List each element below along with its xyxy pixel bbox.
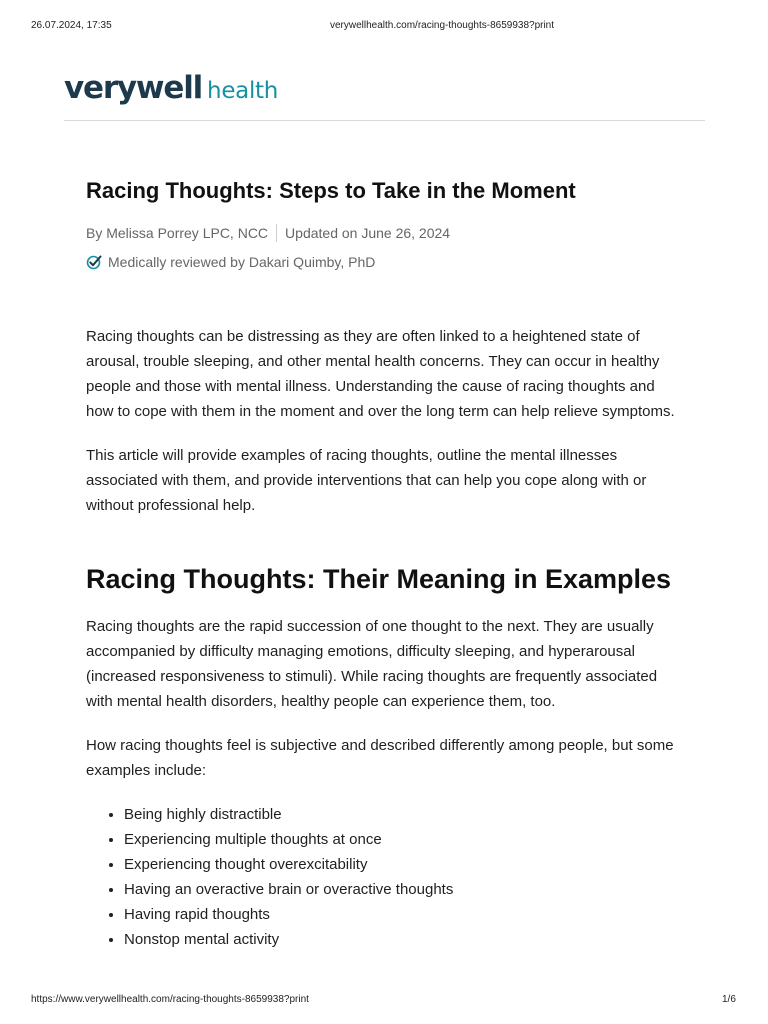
list-item: • Nonstop mental activity xyxy=(124,927,686,952)
logo-sub-text: health xyxy=(207,78,279,104)
list-item: • Experiencing multiple thoughts at once xyxy=(124,827,686,852)
byline xyxy=(86,223,686,243)
reviewer-link[interactable]: Medically reviewed by Dakari Quimby, PhD xyxy=(108,254,376,270)
byline-divider xyxy=(276,224,277,242)
print-footer-url: https://www.verywellhealth.com/racing-thoughts-8659938?print xyxy=(31,994,309,1005)
site-logo[interactable] xyxy=(64,70,278,114)
section-paragraph: How racing thoughts feel is subjective and described differently among people, but some examples include: xyxy=(86,737,674,779)
check-badge-icon xyxy=(86,254,102,270)
article-title: Racing Thoughts: Steps to Take in the Moment xyxy=(86,178,576,203)
logo-brand-text: verywell xyxy=(64,70,203,106)
print-page-number: 1/6 xyxy=(722,994,736,1005)
print-datetime: 26.07.2024, 17:35 xyxy=(31,20,112,31)
examples-list xyxy=(86,802,686,952)
section-heading: Racing Thoughts: Their Meaning in Examples xyxy=(86,564,672,594)
intro-paragraph: This article will provide examples of racing thoughts, outline the mental illnesses associated with them, and provide interventions that can help you cope along with or without professional help. xyxy=(86,447,647,514)
print-page-url: verywellhealth.com/racing-thoughts-8659938?print xyxy=(330,20,555,31)
medical-review xyxy=(86,252,686,272)
section-paragraph: Racing thoughts are the rapid succession of one thought to the next. They are usually accompanied by difficulty managing emotions, difficulty sleeping, and hyperarousal (increased responsiveness to stimuli). While racing thoughts are frequently associated with mental health disorders, healthy people can experience them, too. xyxy=(86,618,658,710)
intro-paragraph: Racing thoughts can be distressing as they are often linked to a heightened state of arousal, trouble sleeping, and other mental health concerns. They can occur in healthy people and those with mental illness. Understanding the cause of racing thoughts and how to cope with them in the moment and over the long term can help relieve symptoms. xyxy=(86,328,675,420)
list-item: • Experiencing thought overexcitability xyxy=(124,852,686,877)
header-divider xyxy=(64,120,705,121)
list-item: • Having rapid thoughts xyxy=(124,902,686,927)
updated-date: Updated on June 26, 2024 xyxy=(285,225,451,241)
list-item: • Having an overactive brain or overactive thoughts xyxy=(124,877,686,902)
author-link[interactable]: By Melissa Porrey LPC, NCC xyxy=(86,225,269,241)
list-item: • Being highly distractible xyxy=(124,802,686,827)
article xyxy=(86,174,686,952)
